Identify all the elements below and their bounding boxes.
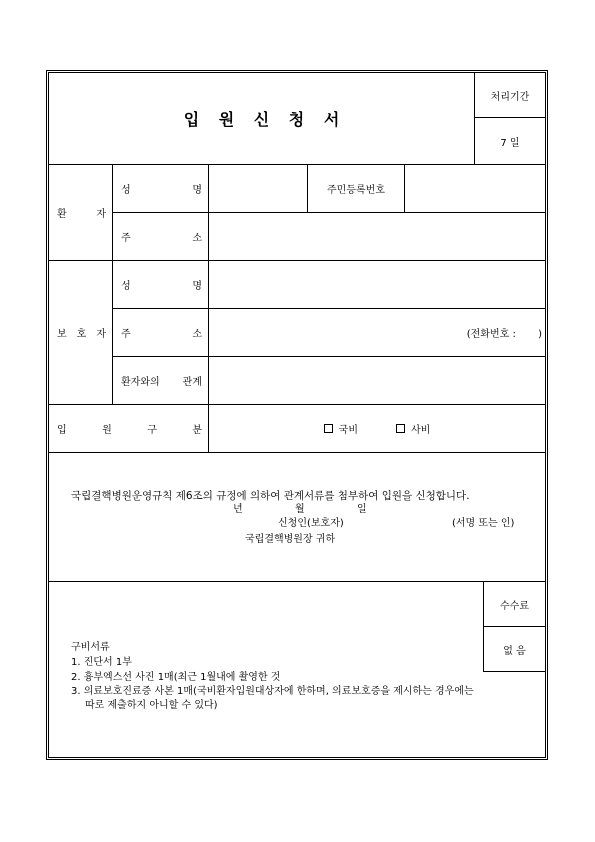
patient-address-field[interactable] [209, 213, 545, 261]
guardian-name-label: 성 명 [121, 281, 202, 292]
processing-period-value: 7 일 [500, 137, 520, 149]
checkbox-empty-icon[interactable] [396, 424, 405, 433]
title-cell [49, 73, 475, 165]
fee-value-cell [483, 627, 545, 672]
fee-label-cell [483, 582, 545, 627]
guardian-phone-label: (전화번호 : ) [466, 329, 542, 340]
guardian-address-field[interactable] [209, 309, 545, 357]
patient-rrn-label-cell [308, 165, 405, 213]
admission-type-options [209, 405, 545, 453]
required-document-item: 3. 의료보호진료증 사본 1매(국비환자입원대상자에 한하며, 의료보호증을 제시하는 경우에는 [71, 686, 474, 697]
fee-value: 없 음 [503, 645, 526, 657]
guardian-relation-field[interactable] [209, 357, 545, 405]
checkbox-empty-icon[interactable] [324, 424, 333, 433]
required-document-item: 2. 흉부엑스선 사진 1매(최근 1월내에 촬영한 것 [71, 672, 281, 683]
processing-period-label-cell [475, 73, 545, 118]
statement-cell [49, 453, 545, 582]
admission-option-label: 사비 [411, 425, 431, 436]
form-title: 입 원 신 청 서 [183, 110, 347, 129]
admission-option-national[interactable] [324, 421, 358, 436]
applicant-label: 신청인(보호자) [278, 518, 344, 529]
processing-period-label: 처리기간 [490, 91, 530, 103]
patient-section-label-cell [49, 165, 113, 261]
admission-option-private[interactable] [396, 421, 430, 436]
form-frame [46, 70, 548, 760]
guardian-relation-label-cell [113, 357, 209, 405]
guardian-address-label: 주 소 [121, 329, 202, 340]
signature-note: (서명 또는 인) [452, 518, 515, 529]
required-document-item: 1. 진단서 1부 [71, 657, 132, 668]
date-month-label: 월 [295, 504, 305, 515]
patient-rrn-field[interactable] [405, 165, 545, 213]
guardian-name-field[interactable] [209, 261, 545, 309]
guardian-section-label-cell [49, 261, 113, 405]
processing-period-value-cell [475, 118, 545, 165]
admission-type-label-cell [49, 405, 209, 453]
patient-name-label: 성 명 [121, 185, 202, 196]
addressee: 국립결핵병원장 귀하 [245, 534, 336, 545]
patient-section-label: 환 자 [57, 209, 106, 220]
date-day-label: 일 [357, 504, 367, 515]
admission-type-label: 입 원 구 분 [57, 425, 202, 436]
patient-rrn-label: 주민등록번호 [327, 185, 385, 196]
fee-label: 수수료 [500, 600, 529, 612]
patient-address-label: 주 소 [121, 233, 202, 244]
patient-name-label-cell [113, 165, 209, 213]
guardian-name-label-cell [113, 261, 209, 309]
date-year-label: 년 [233, 504, 243, 515]
guardian-address-label-cell [113, 309, 209, 357]
required-document-item-continuation: 따로 제출하지 아니할 수 있다) [85, 700, 218, 711]
patient-name-field[interactable] [209, 165, 308, 213]
guardian-relation-label: 환자와의 관계 [121, 377, 202, 388]
statement-text: 국립결핵병원운영규칙 제6조의 규정에 의하여 관계서류를 첨부하여 입원을 신청합니다. [71, 490, 470, 502]
admission-option-label: 국비 [338, 425, 358, 436]
guardian-section-label: 보 호 자 [57, 329, 106, 340]
patient-address-label-cell [113, 213, 209, 261]
required-documents-cell [49, 582, 545, 757]
required-documents-heading: 구비서류 [71, 642, 110, 653]
